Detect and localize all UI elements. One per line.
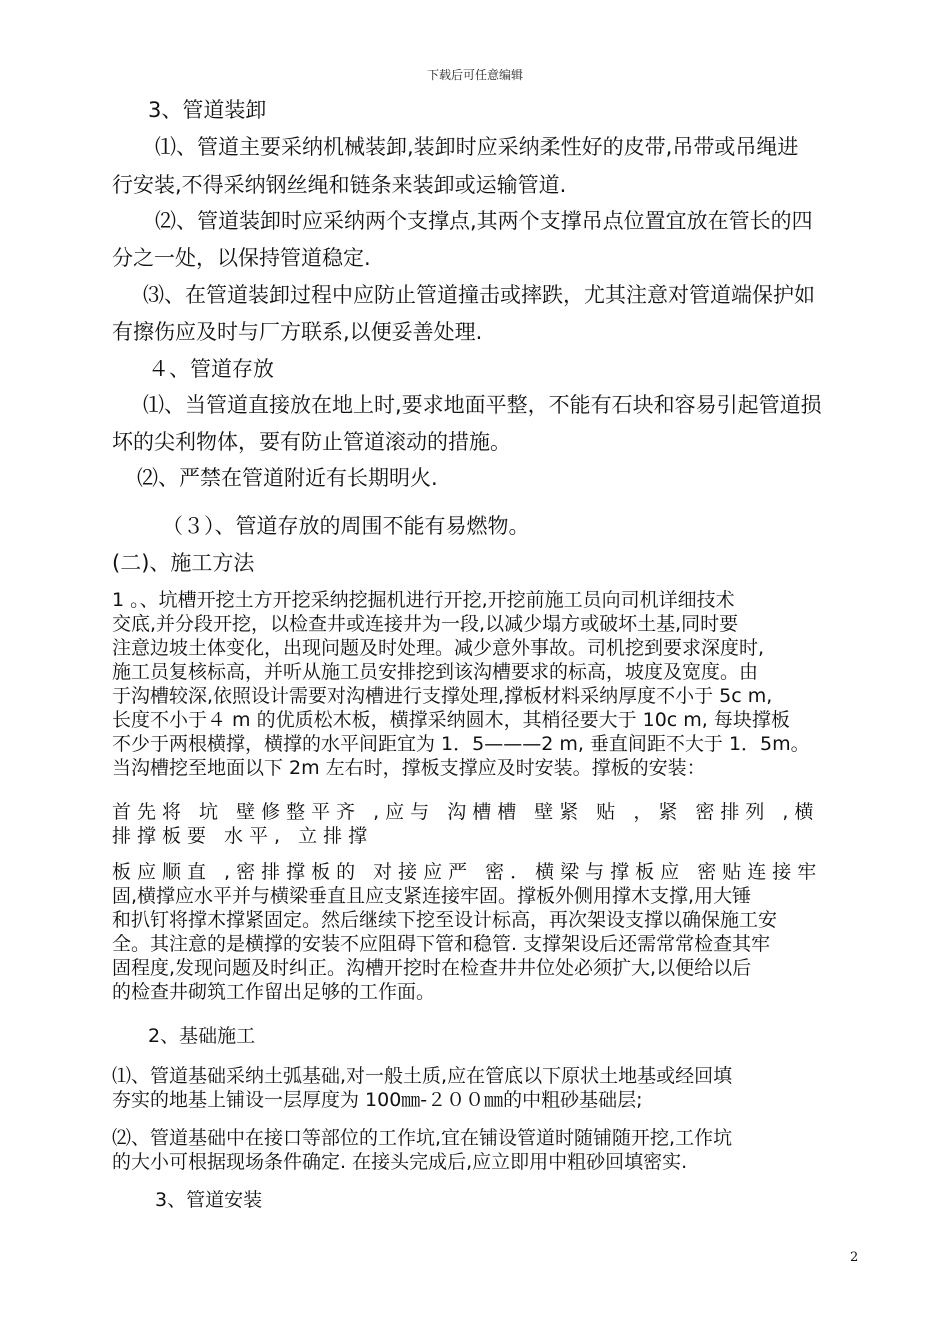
text-line: 全。其注意的是横撑的安装不应阻碍下管和稳管. 支撑架设后还需常常检查其牢 <box>112 933 771 955</box>
text-line: ⑵、管道基础中在接口等部位的工作坑,宜在铺设管道时随铺随开挖,工作坑 <box>112 1127 733 1149</box>
text-line: ⑴、管道基础采纳土弧基础,对一般土质,应在管底以下原状土地基或经回填 <box>112 1065 733 1087</box>
text-line: 当沟槽挖至地面以下 2m 左右时，撑板支撑应及时安装。撑板的安装： <box>112 757 706 779</box>
text-line: 的检查井砌筑工作留出足够的工作面。 <box>112 981 436 1003</box>
text-line: ⑴、当管道直接放在地上时,要求地面平整，不能有石块和容易引起管道损 <box>143 393 822 417</box>
text-line: 排撑板要 水平, 立排撑 <box>112 825 374 847</box>
text-line: 的大小可根据现场条件确定. 在接头完成后,应立即用中粗砂回填密实. <box>112 1151 688 1173</box>
text-line: ⑵、管道装卸时应采纳两个支撑点,其两个支撑吊点位置宜放在管长的四 <box>155 209 813 233</box>
text-line: 固,横撑应水平并与横梁垂直且应支紧连接牢固。撑板外侧用撑木支撑,用大锤 <box>112 885 752 907</box>
page-header: 下载后可任意编辑 <box>426 68 523 82</box>
heading-pipe-installation: 3、管道安装 <box>155 1189 263 1211</box>
text-line: 夯实的地基上铺设一层厚度为 100㎜-２００㎜的中粗砂基础层; <box>112 1089 643 1111</box>
text-line: ⑵、严禁在管道附近有长期明火. <box>137 466 438 490</box>
page-number: 2 <box>850 1250 859 1265</box>
text-line: 有擦伤应及时与厂方联系,以便妥善处理. <box>112 320 483 344</box>
text-line: 和扒钉将撑木撑紧固定。然后继续下挖至设计标高，再次架设支撑以确保施工安 <box>112 909 778 931</box>
text-line: 板应顺直 ,密排撑板的 对接应严 密．横梁与撑板应 密贴连接牢 <box>112 861 823 883</box>
heading-pipe-storage: ４、管道存放 <box>148 357 274 381</box>
text-line: （３）、管道存放的周围不能有易燃物。 <box>162 514 530 538</box>
text-line: 首先将 坑 壁修整平齐 ,应与 沟槽槽 壁紧 贴 ，紧 密排列 ,横 <box>112 801 820 823</box>
text-line: 行安装,不得采纳钢丝绳和链条来装卸或运输管道. <box>112 173 567 197</box>
text-line: 不少于两根横撑，横撑的水平间距宜为 1．5———2 m, 垂直间距不大于 1．5m。 <box>112 733 810 755</box>
heading-pipe-loading: 3、管道装卸 <box>148 98 267 122</box>
text-line: 分之一处，以保持管道稳定. <box>112 246 371 270</box>
text-line: ⑶、在管道装卸过程中应防止管道撞击或摔跌，尤其注意对管道端保护如 <box>143 283 815 307</box>
text-line: ⑴、管道主要采纳机械装卸,装卸时应采纳柔性好的皮带,吊带或吊绳进 <box>155 135 799 159</box>
text-line: 1 。、坑槽开挖土方开挖采纳挖掘机进行开挖,开挖前施工员向司机详细技术 <box>112 589 735 611</box>
text-line: 施工员复核标高，并听从施工员安排挖到该沟槽要求的标高，坡度及宽度。由 <box>112 661 759 683</box>
text-line: 注意边坡土体变化，出现问题及时处理。减少意外事故。司机挖到要求深度时, <box>112 637 765 659</box>
text-line: 交底,并分段开挖，以检查井或连接井为一段,以减少塌方或破坏土基,同时要 <box>112 613 739 635</box>
text-line: 固程度,发现问题及时纠正。沟槽开挖时在检查井井位处必须扩大,以便给以后 <box>112 957 752 979</box>
heading-foundation: 2、基础施工 <box>148 1025 256 1047</box>
heading-construction-method: (二)、施工方法 <box>112 551 255 575</box>
text-line: 坏的尖利物体，要有防止管道滚动的措施。 <box>112 430 511 454</box>
text-line: 于沟槽较深,依照设计需要对沟槽进行支撑处理,撑板材料采纳厚度不小于 5c m, <box>112 685 773 707</box>
text-line: 长度不小于４ m 的优质松木板，横撑采纳圆木，其梢径要大于 10c m, 每块撑板 <box>112 709 790 731</box>
